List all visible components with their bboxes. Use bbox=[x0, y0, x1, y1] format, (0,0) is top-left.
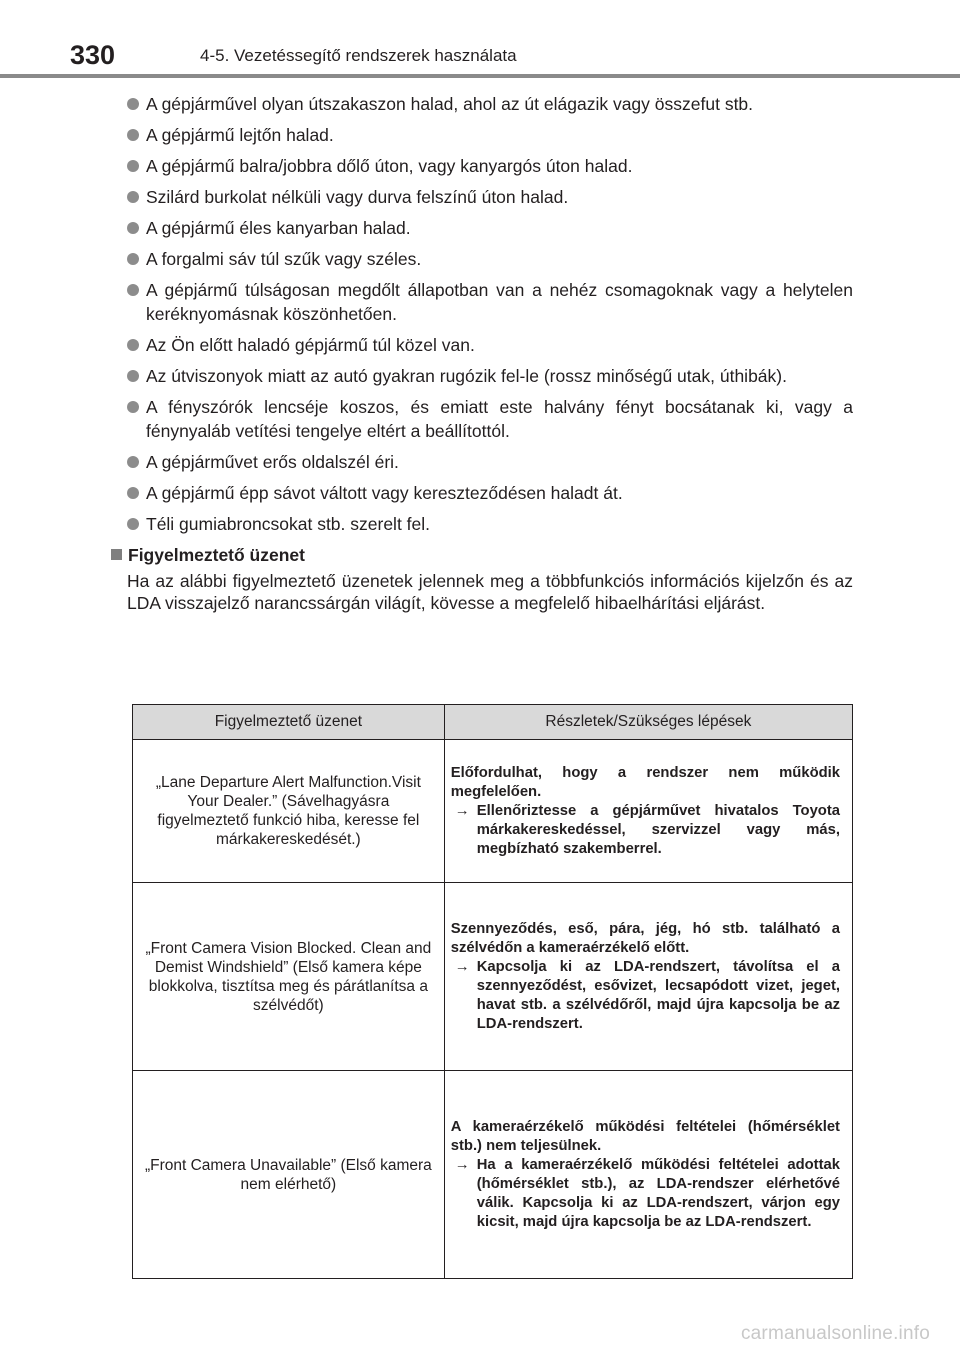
condition-list bbox=[127, 92, 853, 536]
warning-message-section bbox=[127, 543, 853, 614]
bullet-dot-icon bbox=[127, 253, 139, 265]
header-divider bbox=[0, 74, 960, 78]
details-cell bbox=[444, 883, 852, 1071]
section-body: Ha az alábbi figyelmeztető üzenetek jelennek meg a többfunkciós információs kijelzőn és az LDA visszajelző narancssárgán világít, kövesse a megfelelő hibaelhárítási eljárást. bbox=[127, 571, 853, 613]
warning-message-cell: „Front Camera Unavailable” (Első kamera nem elérhető) bbox=[133, 1071, 445, 1279]
list-item: A gépjármű balra/jobbra dőlő úton, vagy kanyargós úton halad. bbox=[127, 154, 853, 178]
list-item: Szilárd burkolat nélküli vagy durva felszínű úton halad. bbox=[127, 185, 853, 209]
table-row bbox=[133, 883, 853, 1071]
bullet-dot-icon bbox=[127, 98, 139, 110]
main-content bbox=[127, 92, 853, 614]
watermark: carmanualsonline.info bbox=[740, 1323, 930, 1344]
details-cell bbox=[444, 740, 852, 883]
list-item: A gépjármű lejtőn halad. bbox=[127, 123, 853, 147]
warning-message-cell: „Lane Departure Alert Malfunction.Visit Your Dealer.” (Sávelhagyásra figyelmeztető funkció hiba, keresse fel márkakereskedését.) bbox=[133, 740, 445, 883]
bullet-dot-icon bbox=[127, 370, 139, 382]
bullet-dot-icon bbox=[127, 160, 139, 172]
table-header-row bbox=[133, 705, 853, 740]
arrow-right-icon: → bbox=[454, 1156, 470, 1173]
bullet-dot-icon bbox=[127, 339, 139, 351]
section-heading: Figyelmeztető üzenet bbox=[111, 543, 853, 567]
arrow-right-icon: → bbox=[454, 958, 470, 975]
list-item: Az útviszonyok miatt az autó gyakran rugózik fel-le (rossz minőségű utak, úthibák). bbox=[127, 364, 853, 388]
arrow-right-icon: → bbox=[454, 802, 470, 819]
list-item: Téli gumiabroncsokat stb. szerelt fel. bbox=[127, 512, 853, 536]
action-step: → Ha a kameraérzékelő működési feltételei adottak (hőmérséklet stb.), az LDA-rendszer elérhetővé válik. Kapcsolja ki az LDA-rendszert, várjon egy kicsit, majd újra kapcsolja be az LDA-rendszert. bbox=[454, 1156, 840, 1230]
page-number: 330 bbox=[70, 40, 116, 70]
column-header-details: Részletek/Szükséges lépések bbox=[444, 705, 852, 740]
action-step: → Ellenőriztesse a gépjárművet hivatalos Toyota márkakereskedéssel, szervizzel vagy más, megbízható szakemberrel. bbox=[454, 802, 840, 857]
table-row bbox=[133, 1071, 853, 1279]
bullet-dot-icon bbox=[127, 518, 139, 530]
list-item: A fényszórók lencséje koszos, és emiatt este halvány fényt bocsátanak ki, vagy a fénynyaláb vetítési tengelye eltért a beállítottól. bbox=[127, 395, 853, 443]
list-item: A gépjármű túlságosan megdőlt állapotban van a nehéz csomagoknak vagy a helytelen keréknyomásnak köszönhetően. bbox=[127, 278, 853, 326]
bullet-dot-icon bbox=[127, 487, 139, 499]
cause-text: A kameraérzékelő működési feltételei (hőmérséklet stb.) nem teljesülnek. bbox=[450, 1118, 840, 1154]
square-bullet-icon bbox=[111, 549, 122, 560]
chapter-title: 4-5. Vezetéssegítő rendszerek használata bbox=[200, 46, 517, 65]
list-item: A gépjármű épp sávot váltott vagy kereszteződésen haladt át. bbox=[127, 481, 853, 505]
warning-message-table bbox=[132, 704, 853, 1279]
bullet-dot-icon bbox=[127, 222, 139, 234]
details-cell bbox=[444, 1071, 852, 1279]
bullet-dot-icon bbox=[127, 456, 139, 468]
table-row bbox=[133, 740, 853, 883]
list-item: A gépjárművel olyan útszakaszon halad, ahol az út elágazik vagy összefut stb. bbox=[127, 92, 853, 116]
action-step: → Kapcsolja ki az LDA-rendszert, távolítsa el a szennyeződést, esővizet, lecsapódott vizet, jeget, havat stb. a szélvédőről, majd újra kapcsolja be az LDA-rendszert. bbox=[454, 958, 840, 1032]
bullet-dot-icon bbox=[127, 401, 139, 413]
list-item: A gépjármű éles kanyarban halad. bbox=[127, 216, 853, 240]
page-header bbox=[0, 0, 960, 80]
list-item: Az Ön előtt haladó gépjármű túl közel van. bbox=[127, 333, 853, 357]
list-item: A gépjárművet erős oldalszél éri. bbox=[127, 450, 853, 474]
cause-text: Előfordulhat, hogy a rendszer nem működik megfelelően. bbox=[450, 764, 840, 800]
bullet-dot-icon bbox=[127, 129, 139, 141]
list-item: A forgalmi sáv túl szűk vagy széles. bbox=[127, 247, 853, 271]
bullet-dot-icon bbox=[127, 191, 139, 203]
warning-message-cell: „Front Camera Vision Blocked. Clean and Demist Windshield” (Első kamera képe blokkolva, tisztítsa meg és párátlanítsa a szélvédőt) bbox=[133, 883, 445, 1071]
bullet-dot-icon bbox=[127, 284, 139, 296]
cause-text: Szennyeződés, eső, pára, jég, hó stb. található a szélvédőn a kameraérzékelő előtt. bbox=[450, 920, 840, 956]
column-header-message: Figyelmeztető üzenet bbox=[133, 705, 445, 740]
